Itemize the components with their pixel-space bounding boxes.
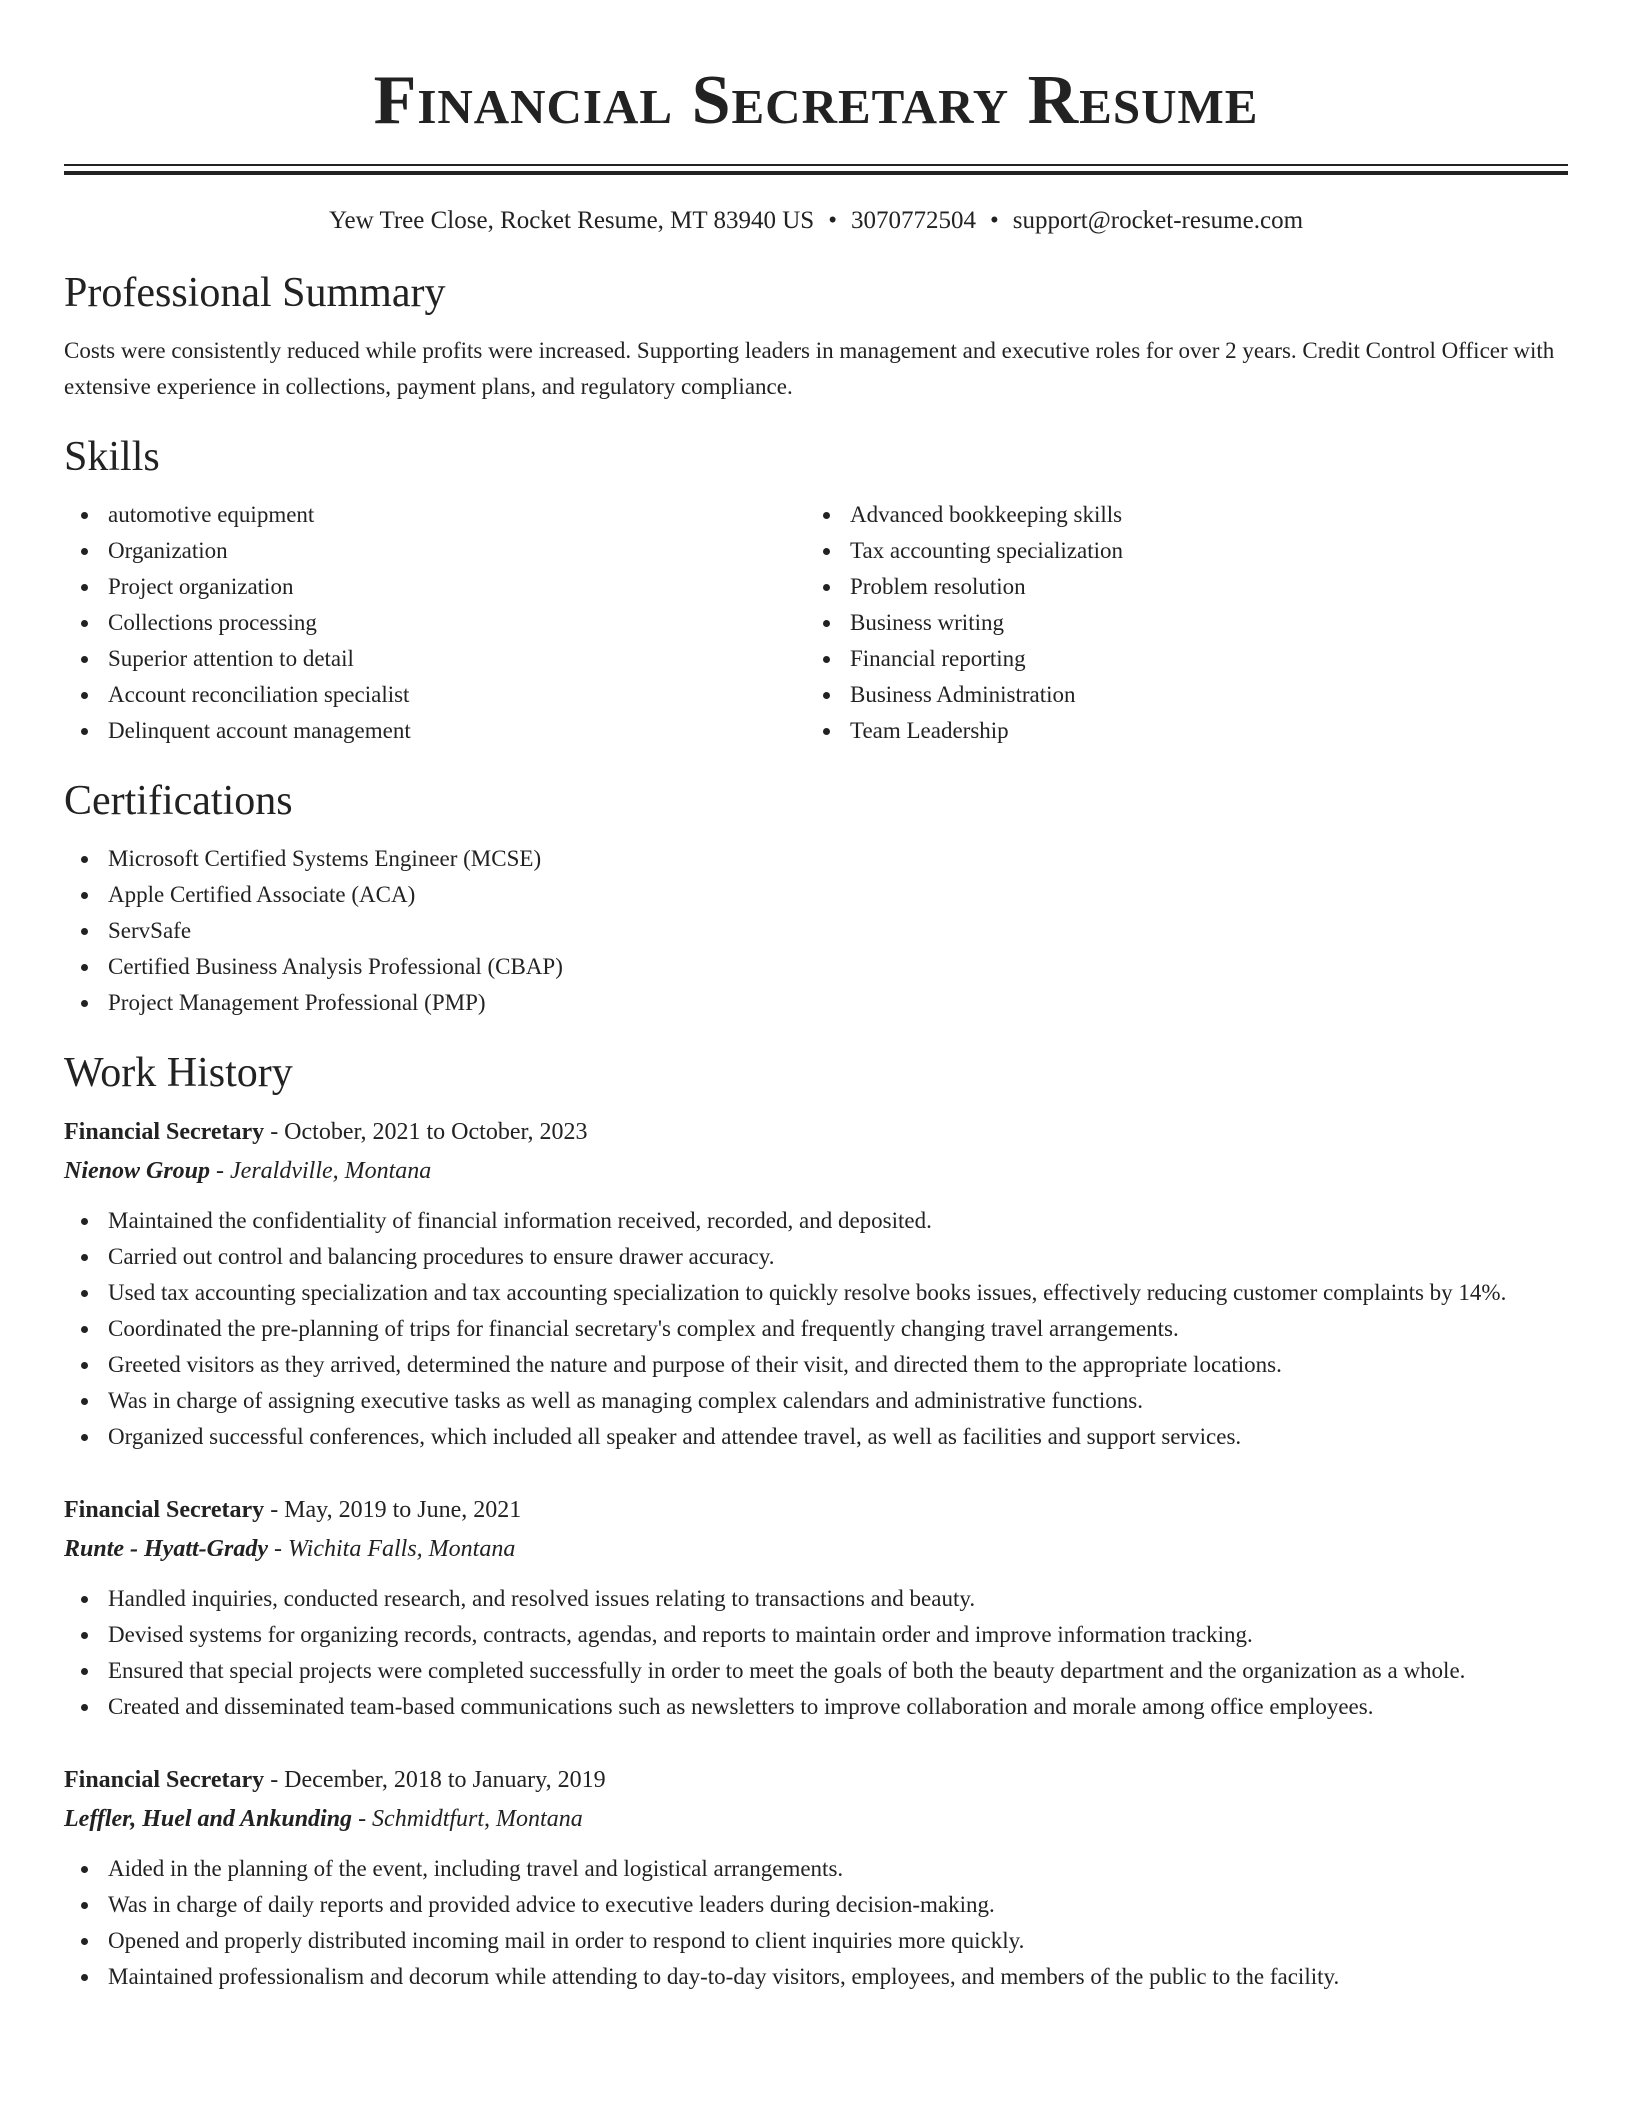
job-entry	[64, 1113, 1568, 1455]
job-employer	[64, 1529, 1568, 1569]
job-dates: - October, 2021 to October, 2023	[264, 1119, 588, 1145]
job-duty: Maintained professionalism and decorum while attending to day-to-day visitors, employees, and members of the public to the facility.	[64, 1959, 1568, 1995]
summary-text: Costs were consistently reduced while profits were increased. Supporting leaders in management and executive roles for over 2 years. Credit Control Officer with extensive experience in collections, payment plans, and regulatory compliance.	[64, 338, 1555, 399]
skill-item: automotive equipment	[64, 497, 806, 533]
job-duty: Devised systems for organizing records, contracts, agendas, and reports to maintain order and improve information tracking.	[64, 1617, 1568, 1653]
skills-list-left	[64, 497, 806, 749]
job-employer	[64, 1151, 1568, 1191]
title-divider-thin	[64, 164, 1568, 166]
job-dates: - May, 2019 to June, 2021	[264, 1497, 522, 1523]
job-location: - Wichita Falls, Montana	[268, 1536, 516, 1562]
title-divider-thick	[64, 171, 1568, 175]
job-title: Financial Secretary	[64, 1767, 265, 1793]
job-entry	[64, 1491, 1568, 1725]
job-duty: Handled inquiries, conducted research, and resolved issues relating to transactions and beauty.	[64, 1581, 1568, 1617]
certification-item: Certified Business Analysis Professional (CBAP)	[64, 949, 1568, 985]
skills-heading: Skills	[64, 434, 160, 480]
job-duty: Created and disseminated team-based communications such as newsletters to improve collaboration and morale among office employees.	[64, 1689, 1568, 1725]
job-location: - Schmidtfurt, Montana	[352, 1806, 583, 1832]
job-duty: Aided in the planning of the event, including travel and logistical arrangements.	[64, 1851, 1568, 1887]
contact-address: Yew Tree Close, Rocket Resume, MT 83940 US	[328, 207, 815, 234]
job-duty: Maintained the confidentiality of financial information received, recorded, and deposited.	[64, 1203, 1568, 1239]
certification-item: ServSafe	[64, 913, 1568, 949]
job-company: Runte - Hyatt-Grady	[64, 1536, 268, 1562]
contact-email[interactable]: support@rocket-resume.com	[1012, 207, 1304, 234]
skill-item: Advanced bookkeeping skills	[806, 497, 1548, 533]
skills-column-left	[64, 497, 806, 749]
job-heading	[64, 1113, 1568, 1151]
skill-item: Problem resolution	[806, 569, 1548, 605]
contact-separator: •	[989, 207, 999, 234]
job-duties	[64, 1851, 1568, 1995]
job-title: Financial Secretary	[64, 1497, 265, 1523]
skill-item: Tax accounting specialization	[806, 533, 1548, 569]
work-history-heading: Work History	[64, 1050, 293, 1096]
job-duties	[64, 1203, 1568, 1455]
job-duty: Was in charge of daily reports and provided advice to executive leaders during decision-making.	[64, 1887, 1568, 1923]
job-duty: Carried out control and balancing procedures to ensure drawer accuracy.	[64, 1239, 1568, 1275]
contact-separator: •	[828, 207, 837, 234]
job-dates: - December, 2018 to January, 2019	[264, 1767, 606, 1793]
job-location: - Jeraldville, Montana	[210, 1158, 432, 1184]
skill-item: Account reconciliation specialist	[64, 677, 806, 713]
job-duty: Coordinated the pre-planning of trips for financial secretary's complex and frequently changing travel arrangements.	[64, 1311, 1568, 1347]
job-duty: Used tax accounting specialization and tax accounting specialization to quickly resolve books issues, effectively reducing customer complaints by 14%.	[64, 1275, 1568, 1311]
certification-item: Microsoft Certified Systems Engineer (MCSE)	[64, 841, 1568, 877]
skill-item: Team Leadership	[806, 713, 1548, 749]
job-entry	[64, 1761, 1568, 1995]
certification-item: Apple Certified Associate (ACA)	[64, 877, 1568, 913]
contact-line	[64, 205, 1568, 237]
skill-item: Business Administration	[806, 677, 1548, 713]
job-employer	[64, 1799, 1568, 1839]
job-duty: Organized successful conferences, which included all speaker and attendee travel, as well as facilities and support services.	[64, 1419, 1568, 1455]
job-heading	[64, 1761, 1568, 1799]
skill-item: Organization	[64, 533, 806, 569]
skill-item: Delinquent account management	[64, 713, 806, 749]
skill-item: Project organization	[64, 569, 806, 605]
skill-item: Superior attention to detail	[64, 641, 806, 677]
skill-item: Financial reporting	[806, 641, 1548, 677]
certification-item: Project Management Professional (PMP)	[64, 985, 1568, 1021]
job-duty: Ensured that special projects were completed successfully in order to meet the goals of both the beauty department and the organization as a whole.	[64, 1653, 1568, 1689]
job-duties	[64, 1581, 1568, 1725]
job-title: Financial Secretary	[64, 1119, 265, 1145]
skills-list-right	[806, 497, 1548, 749]
job-company: Leffler, Huel and Ankunding	[64, 1806, 353, 1832]
summary-heading: Professional Summary	[64, 270, 446, 316]
contact-phone: 3070772504	[850, 207, 976, 234]
skill-item: Business writing	[806, 605, 1548, 641]
certifications-heading: Certifications	[64, 778, 293, 824]
job-duty: Opened and properly distributed incoming mail in order to respond to client inquiries more quickly.	[64, 1923, 1568, 1959]
job-duty: Was in charge of assigning executive tasks as well as managing complex calendars and administrative functions.	[64, 1383, 1568, 1419]
job-company: Nienow Group	[64, 1158, 211, 1184]
skill-item: Collections processing	[64, 605, 806, 641]
job-heading	[64, 1491, 1568, 1529]
skills-column-right	[806, 497, 1548, 749]
job-duty: Greeted visitors as they arrived, determined the nature and purpose of their visit, and directed them to the appropriate locations.	[64, 1347, 1568, 1383]
skills-columns	[64, 497, 1568, 749]
resume-title: Financial Secretary Resume	[373, 62, 1259, 139]
resume-page	[64, 0, 1568, 1995]
certifications-list	[64, 841, 1568, 1021]
